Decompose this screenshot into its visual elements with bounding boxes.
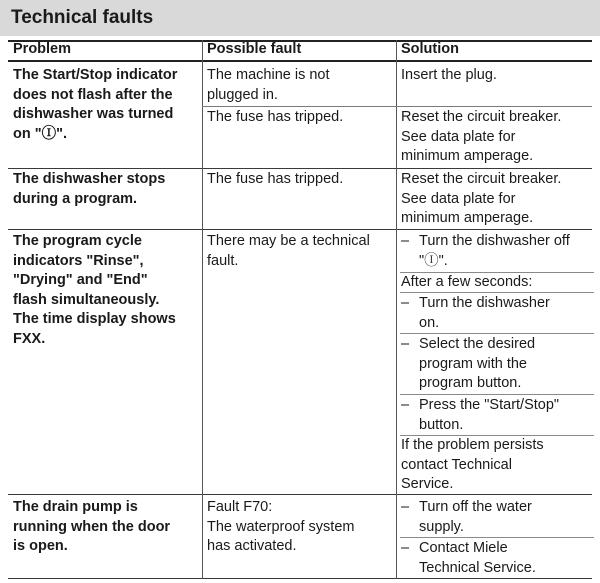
fault-line: There may be a technical [207, 233, 370, 249]
header-solution: Solution [401, 41, 459, 57]
solution-line: See data plate for [401, 128, 516, 145]
solution-line: on. [419, 314, 440, 331]
solution-step [401, 294, 550, 333]
solution-line: Turn off the water [419, 499, 532, 515]
fault-line: The machine is not [207, 67, 330, 83]
dash-bullet: – [401, 295, 410, 311]
table-bottom-border [8, 578, 592, 579]
solution-line: button. [419, 416, 464, 433]
header-possible-fault: Possible fault [207, 41, 302, 57]
fault-line: plugged in. [207, 86, 278, 103]
problem-line: The drain pump is [13, 499, 138, 515]
fault-line: The fuse has tripped. [207, 171, 344, 187]
solution-line: If the problem persists [401, 437, 544, 453]
fault-line: The fuse has tripped. [207, 109, 344, 125]
step-item [401, 335, 535, 394]
dash-bullet: – [401, 233, 410, 249]
fault-cell [207, 170, 343, 190]
step-item [401, 232, 570, 271]
header-bottom-border [8, 60, 592, 62]
fault-line: has activated. [207, 538, 297, 554]
fault-cell [207, 108, 343, 128]
problem-cell [13, 170, 165, 209]
solution-line: Service. [401, 476, 454, 492]
problem-line: "Drying" and "End" [13, 272, 148, 288]
step-divider [400, 333, 594, 334]
fault-cell [207, 232, 370, 271]
solution-note [401, 273, 532, 293]
solution-line: Reset the circuit breaker. [401, 109, 562, 125]
problem-cell [13, 232, 176, 349]
problem-line: The Start/Stop indicator [13, 67, 178, 83]
problem-cell [13, 498, 170, 557]
step-item [401, 539, 536, 578]
solution-line: Turn the dishwasher [419, 295, 550, 311]
problem-line: does not flash after the [13, 86, 173, 103]
problem-line: flash simultaneously. [13, 291, 160, 308]
solution-line: Contact Miele [419, 540, 508, 556]
solution-step [401, 232, 570, 271]
step-divider [400, 292, 594, 293]
fault-cell [207, 66, 330, 105]
dash-bullet: – [401, 499, 410, 515]
fault-line: The waterproof system [207, 518, 355, 535]
fault-line: Fault F70: [207, 499, 273, 515]
solution-line: contact Technical [401, 456, 512, 473]
solution-line: Turn the dishwasher off [419, 233, 570, 249]
solution-line: Press the "Start/Stop" [419, 397, 560, 413]
step-item [401, 396, 559, 435]
problem-line: dishwasher was turned [13, 106, 174, 122]
column-divider [396, 40, 397, 579]
dash-bullet: – [401, 397, 410, 413]
solution-step [401, 539, 536, 578]
solution-line: program with the [419, 355, 527, 372]
solution-line: Select the desired [419, 336, 536, 352]
solution-line: After a few seconds: [401, 274, 533, 290]
fault-cell [207, 498, 354, 557]
problem-line: running when the door [13, 518, 171, 535]
solution-line: Reset the circuit breaker. [401, 171, 562, 187]
step-divider [400, 537, 594, 538]
solution-line: supply. [419, 518, 464, 535]
solution-line: minimum amperage. [401, 148, 534, 164]
problem-line: The dishwasher stops [13, 171, 166, 187]
solution-line: minimum amperage. [401, 210, 534, 226]
column-divider [202, 40, 203, 579]
row-divider [8, 168, 592, 169]
problem-line: during a program. [13, 190, 138, 207]
problem-line: FXX. [13, 330, 46, 347]
solution-cell [401, 108, 561, 167]
solution-note [401, 436, 544, 495]
sub-row-divider [202, 106, 592, 107]
fault-line: fault. [207, 252, 239, 269]
page-title: Technical faults [11, 7, 154, 28]
solution-line: Insert the plug. [401, 67, 497, 83]
problem-line: is open. [13, 538, 68, 554]
solution-step [401, 498, 532, 537]
solution-line: "Ⓘ". [419, 252, 448, 269]
solution-line: See data plate for [401, 190, 516, 207]
solution-step [401, 396, 559, 435]
solution-line: Technical Service. [419, 559, 536, 576]
problem-line: on "Ⓘ". [13, 125, 68, 142]
step-divider [400, 394, 594, 395]
header-problem: Problem [13, 41, 72, 57]
solution-step [401, 335, 535, 394]
section-title-bar [0, 0, 600, 36]
problem-line: The time display shows [13, 311, 176, 327]
solution-cell [401, 66, 497, 86]
step-item [401, 498, 532, 537]
row-divider [8, 229, 592, 230]
problem-cell [13, 66, 177, 144]
solution-line: program button. [419, 375, 522, 391]
problem-line: The program cycle [13, 233, 142, 249]
problem-line: indicators "Rinse", [13, 252, 144, 269]
step-item [401, 294, 550, 333]
dash-bullet: – [401, 540, 410, 556]
solution-cell [401, 170, 561, 229]
dash-bullet: – [401, 336, 410, 352]
